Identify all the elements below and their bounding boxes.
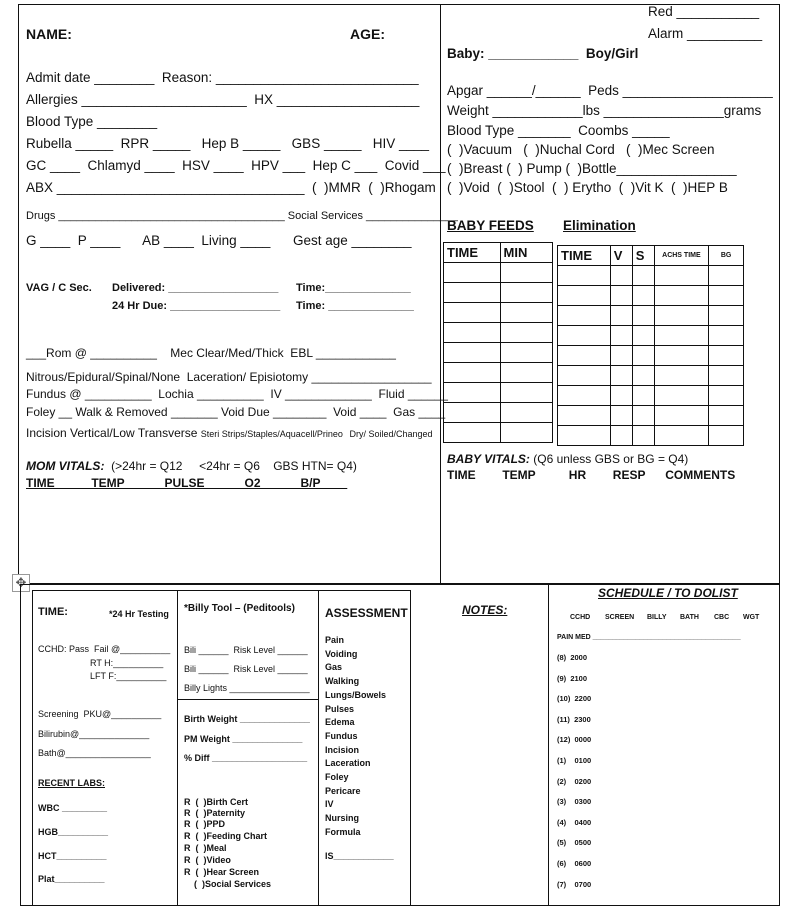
checklist-item[interactable]: R ( )Feeding Chart xyxy=(184,831,267,841)
assessment-item: Laceration xyxy=(325,758,371,769)
table-cell[interactable] xyxy=(558,426,611,446)
table-cell[interactable] xyxy=(709,306,744,326)
assessment-item: Incision xyxy=(325,744,360,755)
table-cell[interactable] xyxy=(444,263,501,283)
schedule-row: (10) 2200 xyxy=(557,694,592,704)
baby-info-line[interactable]: ( )Vacuum ( )Nuchal Cord ( )Mec Screen xyxy=(447,142,715,157)
table-cell[interactable] xyxy=(654,346,709,366)
table-cell[interactable] xyxy=(632,286,654,306)
assessment-item: Nursing xyxy=(325,813,360,824)
schedule-column: CCHD xyxy=(570,614,591,621)
column-header[interactable]: TIME xyxy=(558,246,611,266)
table-cell[interactable] xyxy=(610,386,632,406)
schedule-column: CBC xyxy=(714,614,730,621)
schedule-row: (12) 0000 xyxy=(557,735,592,745)
schedule-row: (7) 0700 xyxy=(557,879,592,889)
delivered-time-field[interactable]: Time:______________ xyxy=(296,282,411,294)
mom-vitals-header xyxy=(26,458,357,474)
table-cell[interactable] xyxy=(610,406,632,426)
assessment-item: IV xyxy=(325,799,334,810)
info-line[interactable]: Allergies ______________________ HX ___________________ xyxy=(26,92,420,107)
schedule-column: SCREEN xyxy=(605,614,635,621)
lab-field[interactable]: WBC _________ xyxy=(38,803,108,813)
table-cell[interactable] xyxy=(610,306,632,326)
schedule-row: (1) 0100 xyxy=(557,756,592,765)
diff-field[interactable]: % Diff ___________________ xyxy=(184,753,308,763)
schedule-row: (11) 2300 xyxy=(557,714,591,724)
move-handle-icon[interactable]: ✥ xyxy=(12,574,30,592)
gravida-line: G ____ P ____ AB ____ Living ____ Gest age ________ xyxy=(26,233,412,248)
baby-info-line[interactable]: ( )Void ( )Stool ( ) Erytho ( )Vit K ( )HEP B xyxy=(447,180,728,195)
baby-info-line[interactable]: Blood Type _______ Coombs _____ xyxy=(447,123,670,138)
assessment-item: Pain xyxy=(325,635,345,645)
table-cell[interactable] xyxy=(558,306,611,326)
table-cell[interactable] xyxy=(500,283,552,303)
column-header[interactable]: TIME xyxy=(444,243,501,263)
table-cell[interactable] xyxy=(709,286,744,306)
table-cell[interactable] xyxy=(500,403,552,423)
table-cell[interactable] xyxy=(444,303,501,323)
billy-tool-title: *Billy Tool – (Peditools) xyxy=(184,603,295,614)
bath-field[interactable]: Bath@_________________ xyxy=(38,748,151,758)
is-field[interactable]: IS____________ xyxy=(325,851,394,861)
baby-feeds-title: BABY FEEDS xyxy=(447,218,534,233)
mom-vitals-label: MOM VITALS: xyxy=(26,459,105,473)
column-header[interactable]: V xyxy=(610,246,632,266)
checklist-item[interactable]: R ( )Video xyxy=(184,855,231,865)
lab-field[interactable]: HCT__________ xyxy=(38,851,107,861)
table-cell[interactable] xyxy=(654,326,709,346)
checklist-item[interactable]: R ( )Birth Cert xyxy=(184,797,248,807)
lftf-field[interactable]: LFT F:__________ xyxy=(90,671,167,681)
table-cell[interactable] xyxy=(558,346,611,366)
table-cell[interactable] xyxy=(709,406,744,426)
table-cell[interactable] xyxy=(444,343,501,363)
table-cell[interactable] xyxy=(709,266,744,286)
bili-field-2[interactable]: Bili ______ Risk Level ______ xyxy=(184,664,308,674)
top-divider xyxy=(440,4,441,584)
schedule-row: (6) 0600 xyxy=(557,859,592,868)
alarm-field[interactable]: Alarm __________ xyxy=(648,26,763,41)
table-cell[interactable] xyxy=(610,266,632,286)
table-cell[interactable] xyxy=(500,423,552,443)
table-cell[interactable] xyxy=(709,366,744,386)
baby-info-line[interactable]: Weight ____________lbs ________________grams xyxy=(447,103,762,118)
table-cell[interactable] xyxy=(709,346,744,366)
recent-labs-title: RECENT LABS: xyxy=(38,778,105,788)
table-cell[interactable] xyxy=(558,326,611,346)
row-divider xyxy=(177,699,318,700)
table-cell[interactable] xyxy=(709,426,744,446)
assessment-item: Pulses xyxy=(325,703,355,714)
baby-vitals-header xyxy=(447,451,688,467)
incision-label: Incision Vertical/Low Transverse xyxy=(26,426,198,440)
checklist-item[interactable]: R ( )Paternity xyxy=(184,808,246,818)
table-cell[interactable] xyxy=(444,323,501,343)
col-divider xyxy=(32,590,33,906)
table-cell[interactable] xyxy=(632,426,654,446)
table-cell[interactable] xyxy=(500,343,552,363)
testing-label: *24 Hr Testing xyxy=(109,609,169,619)
col-divider xyxy=(318,590,319,906)
table-cell[interactable] xyxy=(632,346,654,366)
schedule-row: (8) 2000 xyxy=(557,653,588,662)
table-cell[interactable] xyxy=(654,286,709,306)
table-cell[interactable] xyxy=(654,386,709,406)
table-cell[interactable] xyxy=(654,366,709,386)
assessment-item: Formula xyxy=(325,826,361,837)
assessment-item: Edema xyxy=(325,717,355,728)
table-cell[interactable] xyxy=(444,283,501,303)
bili-field-1[interactable]: Bili ______ Risk Level ______ xyxy=(184,645,308,655)
assessment-item: Gas xyxy=(325,662,343,673)
table-cell[interactable] xyxy=(610,326,632,346)
table-cell[interactable] xyxy=(500,383,552,403)
rth-field[interactable]: RT H:__________ xyxy=(90,658,164,668)
labor-line[interactable]: Nitrous/Epidural/Spinal/None Laceration/ Episiotomy __________________ xyxy=(26,370,432,384)
schedule-row: (5) 0500 xyxy=(557,838,592,848)
column-header[interactable]: BG xyxy=(709,246,744,266)
baby-vitals-columns: TIME TEMP HR RESP COMMENTS xyxy=(447,468,736,482)
red-field[interactable]: Red ___________ xyxy=(648,4,760,19)
checklist-item[interactable]: ( )Social Services xyxy=(184,879,272,889)
screening-field[interactable]: Screening PKU@__________ xyxy=(38,709,162,719)
info-line[interactable]: GC ____ Chlamyd ____ HSV ____ HPV ___ Hep C ___ Covid ___ xyxy=(26,158,446,173)
baby-vitals-frequency: (Q6 unless GBS or BG = Q4) xyxy=(529,452,689,466)
column-header[interactable]: ACHS TIME xyxy=(654,246,709,266)
age-label: AGE: xyxy=(350,26,385,42)
row-divider xyxy=(32,590,410,591)
table-cell[interactable] xyxy=(632,326,654,346)
table-cell[interactable] xyxy=(558,386,611,406)
schedule-row: (9) 2100 xyxy=(557,673,588,683)
schedule-column: WGT xyxy=(743,614,760,621)
rom-line: ___Rom @ __________ Mec Clear/Med/Thick EBL ____________ xyxy=(26,346,396,360)
name-label: NAME: xyxy=(26,26,72,42)
table-cell[interactable] xyxy=(610,286,632,306)
assessment-title: ASSESSMENT xyxy=(325,606,408,620)
table-cell[interactable] xyxy=(610,366,632,386)
schedule-column: BILLY xyxy=(647,614,667,621)
table-cell[interactable] xyxy=(444,363,501,383)
table-cell[interactable] xyxy=(709,326,744,346)
baby-feeds-table[interactable] xyxy=(443,242,553,443)
column-header[interactable]: MIN xyxy=(500,243,552,263)
table-cell[interactable] xyxy=(444,403,501,423)
mom-vitals-columns: TIME TEMP PULSE O2 B/P____ xyxy=(26,476,348,490)
table-cell[interactable] xyxy=(444,383,501,403)
col-divider xyxy=(548,584,549,906)
due-field[interactable]: 24 Hr Due: __________________ xyxy=(112,300,281,312)
table-cell[interactable] xyxy=(500,323,552,343)
cchd-field[interactable]: CCHD: Pass Fail @__________ xyxy=(38,644,171,654)
table-cell[interactable] xyxy=(610,346,632,366)
baby-field[interactable]: Baby: ____________ Boy/Girl xyxy=(447,46,639,61)
assessment-item: Lungs/Bowels xyxy=(325,689,387,700)
table-cell[interactable] xyxy=(654,306,709,326)
checklist-item[interactable]: R ( )Hear Screen xyxy=(184,867,260,877)
drugs-line: Drugs _____________________________________ Social Services _______________ xyxy=(26,210,458,222)
delivery-type: VAG / C Sec. xyxy=(26,282,92,294)
labor-line[interactable]: Foley __ Walk & Removed _______ Void Due ________ Void ____ Gas ____ xyxy=(26,405,446,419)
table-cell[interactable] xyxy=(709,386,744,406)
assessment-item: Fundus xyxy=(325,730,358,741)
info-line[interactable]: Blood Type ________ xyxy=(26,114,158,129)
incision-line xyxy=(26,425,433,442)
mom-vitals-frequency: (>24hr = Q12 <24hr = Q6 GBS HTN= Q4) xyxy=(104,459,357,473)
table-cell[interactable] xyxy=(444,423,501,443)
checklist-item[interactable]: R ( )Meal xyxy=(184,843,227,853)
incision-status: Dry/ Soiled/Changed xyxy=(349,429,433,439)
baby-info-line[interactable]: ( )Breast ( ) Pump ( )Bottle________________ xyxy=(447,161,737,176)
lab-field[interactable]: HGB__________ xyxy=(38,827,109,837)
schedule-row: (4) 0400 xyxy=(557,817,592,827)
table-cell[interactable] xyxy=(632,266,654,286)
assessment-item: Walking xyxy=(325,676,360,687)
birth-weight-field[interactable]: Birth Weight ______________ xyxy=(184,714,310,724)
schedule-column: BATH xyxy=(680,614,699,621)
schedule-title: SCHEDULE / TO DOLIST xyxy=(598,586,738,600)
schedule-row: (3) 0300 xyxy=(557,797,592,807)
table-cell[interactable] xyxy=(558,366,611,386)
bilirubin-field[interactable]: Bilirubin@______________ xyxy=(38,729,150,739)
lab-field[interactable]: Plat__________ xyxy=(38,874,105,884)
table-cell[interactable] xyxy=(500,303,552,323)
table-cell[interactable] xyxy=(558,406,611,426)
table-cell[interactable] xyxy=(500,263,552,283)
column-header[interactable]: S xyxy=(632,246,654,266)
info-line[interactable]: ABX _________________________________ ( )MMR ( )Rhogam xyxy=(26,180,436,195)
table-cell[interactable] xyxy=(632,306,654,326)
time-label: TIME: xyxy=(38,606,68,618)
table-cell[interactable] xyxy=(654,426,709,446)
baby-info-line[interactable]: Apgar ______/______ Peds ____________________ xyxy=(447,83,773,98)
table-cell[interactable] xyxy=(632,366,654,386)
pain-med-field[interactable]: PAIN MED ______________________________________ xyxy=(557,634,741,641)
table-cell[interactable] xyxy=(500,363,552,383)
col-divider xyxy=(410,590,411,906)
table-cell[interactable] xyxy=(558,266,611,286)
elimination-table[interactable] xyxy=(557,245,744,446)
delivered-field[interactable]: Delivered: __________________ xyxy=(112,282,279,294)
table-cell[interactable] xyxy=(610,426,632,446)
assessment-item: Voiding xyxy=(325,648,358,659)
labor-line[interactable]: Fundus @ __________ Lochia __________ IV _____________ Fluid ______ xyxy=(26,387,448,401)
info-line[interactable]: Rubella _____ RPR _____ Hep B _____ GBS _____ HIV ____ xyxy=(26,136,430,151)
incision-options: Steri Strips/Staples/Aquacell/Prineo xyxy=(200,429,343,439)
table-cell[interactable] xyxy=(558,286,611,306)
baby-vitals-label: BABY VITALS: xyxy=(447,452,530,466)
checklist-item[interactable]: R ( )PPD xyxy=(184,819,226,829)
table-cell[interactable] xyxy=(632,386,654,406)
table-cell[interactable] xyxy=(654,406,709,426)
assessment-item: Pericare xyxy=(325,785,361,796)
col-divider xyxy=(177,590,178,906)
pm-weight-field[interactable]: PM Weight ______________ xyxy=(184,734,303,744)
notes-title: NOTES: xyxy=(462,603,508,617)
due-time-field[interactable]: Time: ______________ xyxy=(296,300,414,312)
table-cell[interactable] xyxy=(632,406,654,426)
elimination-title: Elimination xyxy=(563,218,636,233)
schedule-row: (2) 0200 xyxy=(557,776,592,786)
table-cell[interactable] xyxy=(654,266,709,286)
info-line[interactable]: Admit date ________ Reason: ___________________________ xyxy=(26,70,419,85)
billy-lights-field[interactable]: Billy Lights ________________ xyxy=(184,683,310,693)
assessment-item: Foley xyxy=(325,772,349,782)
